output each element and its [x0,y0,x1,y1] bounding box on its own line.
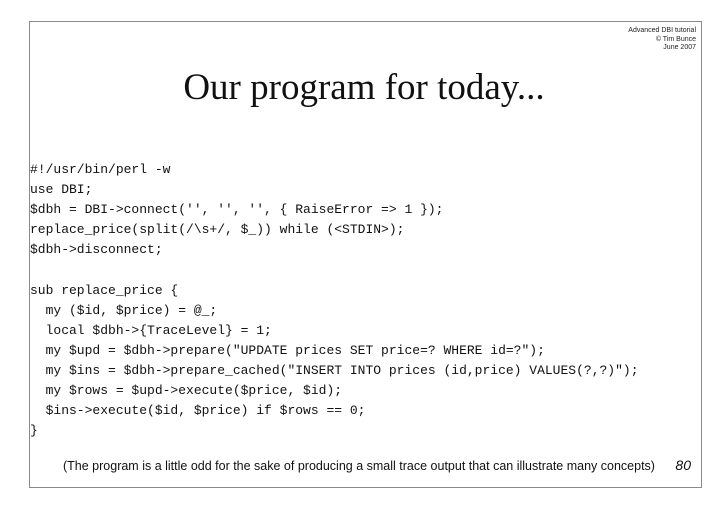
code-line: $dbh->disconnect; [30,242,163,258]
header-author: © Tim Bunce [655,35,696,43]
code-block [30,160,639,441]
code-line: sub replace_price { [30,282,179,298]
code-line: my ($id, $price) = @_; [30,302,218,318]
header-date: June 2007 [663,44,696,51]
code-line: my $ins = $dbh->prepare_cached("INSERT INTO prices (id,price) VALUES(?,?)"); [30,362,639,378]
code-line: } [30,423,38,439]
code-line: $ins->execute($id, $price) if $rows == 0; [30,403,366,419]
code-line: $dbh = DBI->connect('', '', '', { RaiseError => 1 }); [30,202,444,218]
code-line: replace_price(split(/\s+/, $_)) while (<STDIN>); [30,222,405,238]
code-line: my $upd = $dbh->prepare("UPDATE prices SET price=? WHERE id=?"); [30,342,545,358]
page-number: 80 [675,457,691,473]
code-line: local $dbh->{TraceLevel} = 1; [30,322,272,338]
code-line: #!/usr/bin/perl -w [30,162,171,177]
header-tutorial-name: Advanced DBI tutorial [628,27,696,34]
slide-title: Our program for today... [183,67,545,108]
slide-footnote: (The program is a little odd for the sake of producing a small trace output that can illustrate many concepts) [63,459,655,473]
slide-header [628,27,696,53]
code-line-blank [30,260,639,280]
code-line: use DBI; [30,182,93,198]
code-line: my $rows = $upd->execute($price, $id); [30,383,343,399]
